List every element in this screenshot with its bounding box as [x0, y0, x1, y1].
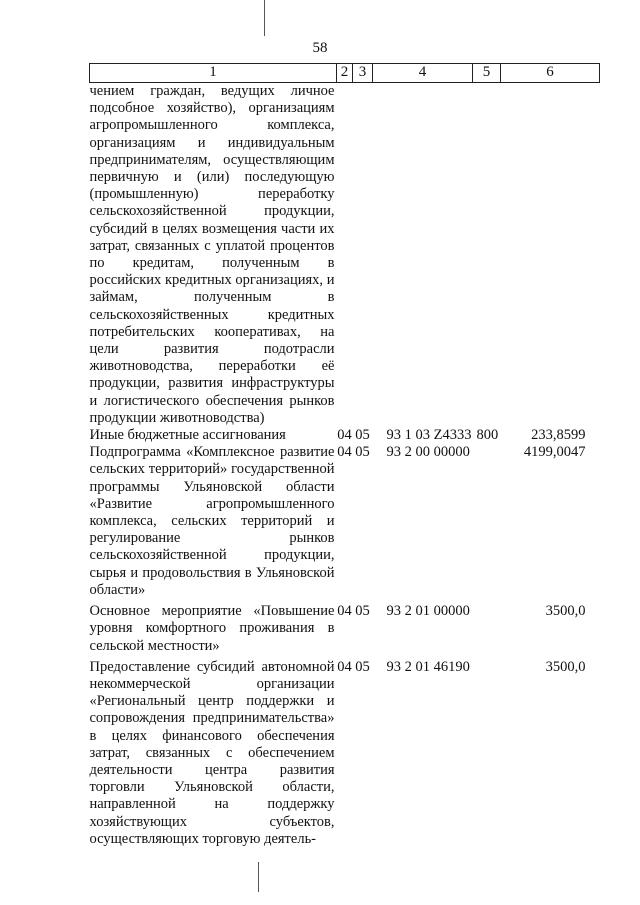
column-header-2: 2	[337, 64, 353, 83]
row-expense-type	[473, 83, 501, 428]
row-section: 04	[337, 658, 352, 675]
row-amount	[501, 83, 600, 428]
row-subsection: 05	[355, 444, 370, 461]
table-row	[90, 427, 600, 444]
row-amount: 3500,0	[545, 658, 586, 675]
column-header-1: 1	[90, 64, 337, 83]
binding-mark-top	[264, 0, 265, 36]
budget-table	[89, 63, 600, 848]
table-header-row	[90, 64, 600, 83]
row-expense-type	[473, 603, 501, 655]
row-amount: 3500,0	[545, 603, 586, 620]
row-description: Иные бюджетные ассигнования	[89, 427, 286, 444]
column-header-6: 6	[501, 64, 600, 83]
row-description: Основное мероприятие «Повышение уровня комфортного проживания в сельской местности»	[89, 603, 335, 654]
row-description: Подпрограмма «Комплексное развитие сельских территорий» государственной программы Ульяновской области «Развитие агропромышленного комплекса, сельских территорий и регулирование рынков сельскохозяйственной продукции, сырья и продовольствия в Ульяновской области»	[89, 444, 335, 598]
row-expense-type	[473, 444, 501, 599]
row-section: 04	[337, 427, 352, 444]
row-description: Предоставление субсидий автономной некоммерческой организации «Региональный центр поддержки и сопровождения предпринимательства» в целях финансового обеспечения затрат, связанных с обеспечением деятельности центра развития торговли Ульяновской области, направленной на поддержку хозяйствующих субъектов, осуществляющих торговую деятель-	[89, 658, 335, 847]
row-amount: 233,8599	[531, 427, 586, 444]
row-subsection: 05	[355, 427, 370, 444]
column-header-3: 3	[353, 64, 373, 83]
row-target-article: 93 1 03 Z4333	[386, 427, 472, 444]
row-target-article: 93 2 01 46190	[386, 658, 470, 675]
row-section: 04	[337, 603, 352, 620]
row-target-article	[373, 83, 473, 428]
table-row	[90, 659, 600, 848]
row-amount: 4199,0047	[523, 444, 586, 461]
table-row	[90, 603, 600, 655]
row-target-article: 93 2 00 00000	[386, 444, 470, 461]
row-subsection	[353, 83, 373, 428]
row-subsection: 05	[355, 603, 370, 620]
row-section	[337, 83, 353, 428]
row-section: 04	[337, 444, 352, 461]
page-number: 58	[312, 40, 328, 56]
column-header-5: 5	[473, 64, 501, 83]
binding-mark-bottom	[258, 862, 259, 892]
column-header-4: 4	[373, 64, 473, 83]
row-target-article: 93 2 01 00000	[386, 603, 470, 620]
row-subsection: 05	[355, 658, 370, 675]
row-expense-type	[473, 659, 501, 848]
table-row	[90, 83, 600, 428]
table-row	[90, 444, 600, 599]
row-description: чением граждан, ведущих личное подсобное хозяйство), организациям агропромышленного комплекса, организациям и индивидуальным предпринимателям, осуществляющим первичную и (или) последующую (промышленную) переработку сельскохозяйственной продукции, субсидий в целях возмещения части их затрат, связанных с уплатой процентов по кредитам, полученным в российских кредитных организациях, и займам, полученным в сельскохозяйственных кредитных потребительских кооперативах, на цели развития подотрасли животноводства, переработки её продукции, развития инфраструктуры и логистического обеспечения рынков продукции животноводства)	[89, 83, 335, 426]
row-expense-type: 800	[476, 427, 499, 444]
